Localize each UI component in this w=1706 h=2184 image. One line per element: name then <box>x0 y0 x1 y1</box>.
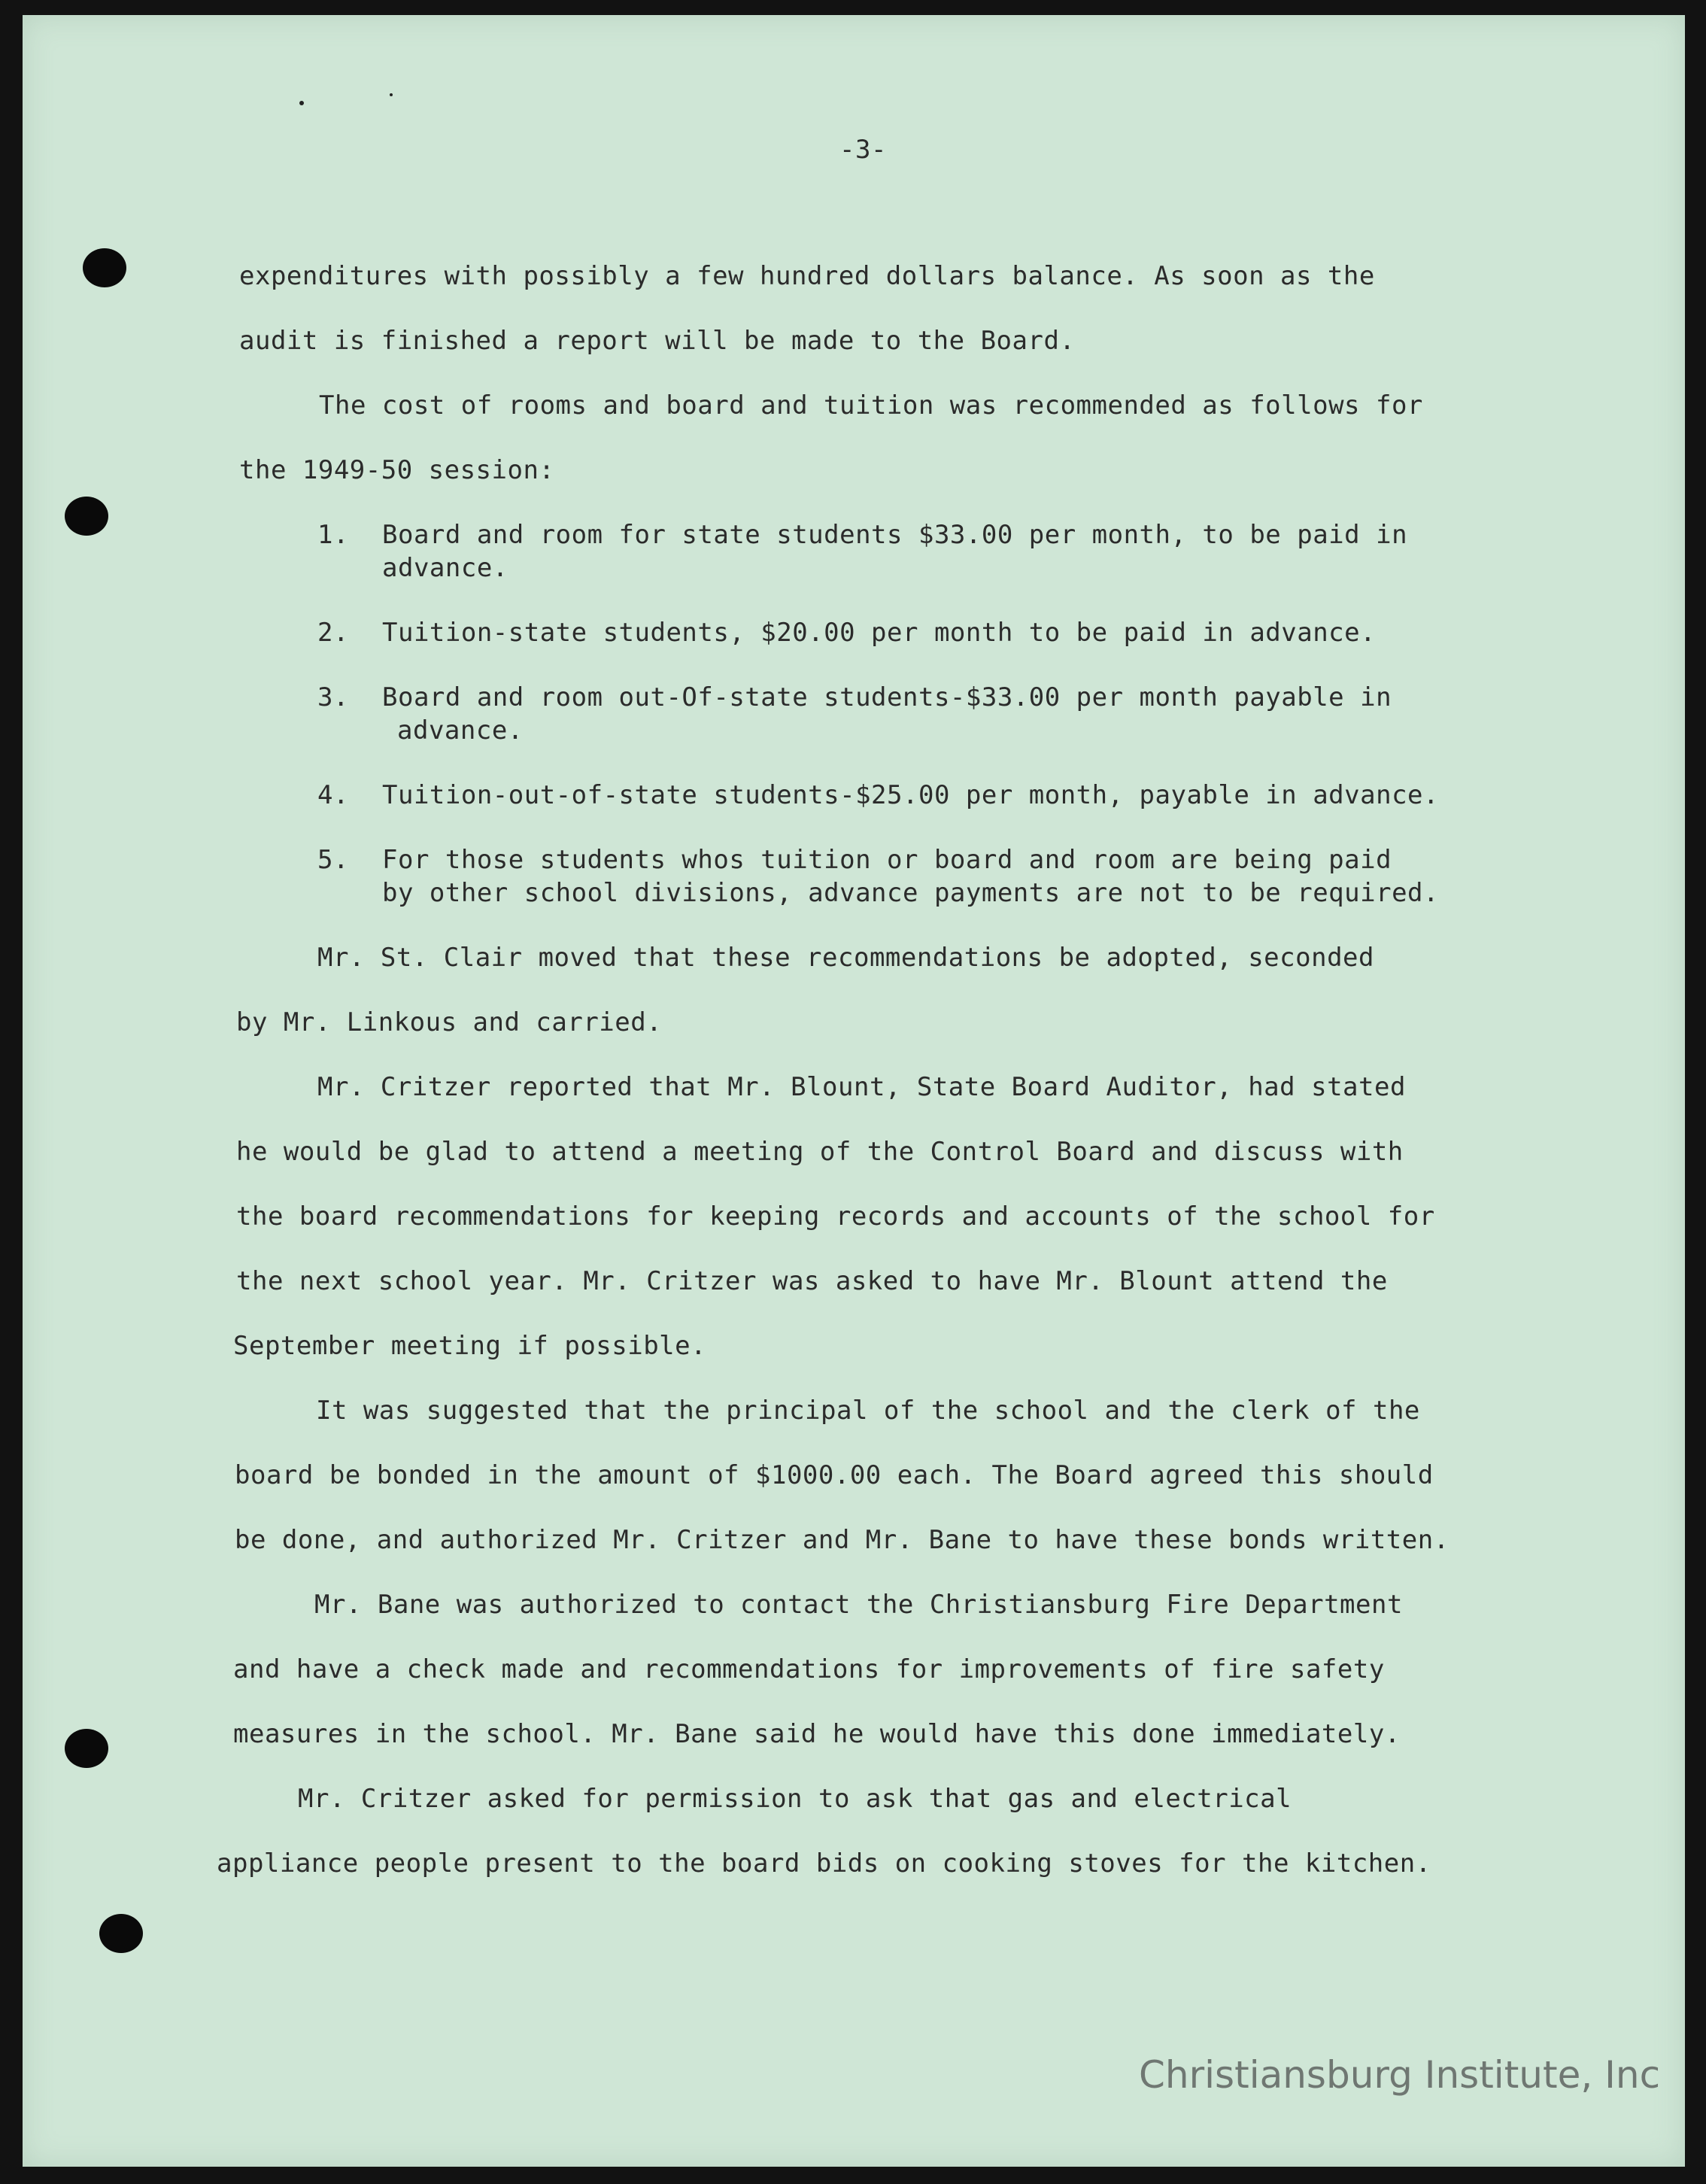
text-line: he would be glad to attend a meeting of the Control Board and discuss with <box>236 1137 1404 1167</box>
text-line: board be bonded in the amount of $1000.00 each. The Board agreed this should <box>235 1460 1434 1490</box>
text-line: Mr. Critzer asked for permission to ask that gas and electrical <box>298 1784 1292 1814</box>
document-page <box>23 15 1685 2167</box>
text-line: Mr. St. Clair moved that these recommendations be adopted, seconded <box>317 943 1374 973</box>
text-line: by Mr. Linkous and carried. <box>236 1007 663 1037</box>
watermark: Christiansburg Institute, Inc <box>1139 2053 1661 2097</box>
list-number: 2. <box>317 618 349 648</box>
text-line: It was suggested that the principal of the school and the clerk of the <box>316 1396 1420 1426</box>
text-line: The cost of rooms and board and tuition was recommended as follows for <box>319 390 1423 421</box>
text-line: and have a check made and recommendations for improvements of fire safety <box>233 1654 1385 1684</box>
text-line: the 1949-50 session: <box>239 455 555 485</box>
punch-hole-1 <box>83 248 126 287</box>
punch-hole-2 <box>65 497 108 536</box>
list-number: 1. <box>317 520 349 550</box>
list-item-line: Board and room for state students $33.00 per month, to be paid in <box>382 520 1408 550</box>
text-line: be done, and authorized Mr. Critzer and Mr. Bane to have these bonds written. <box>235 1525 1449 1555</box>
list-number: 5. <box>317 845 349 875</box>
text-line: Mr. Critzer reported that Mr. Blount, State Board Auditor, had stated <box>317 1072 1406 1102</box>
list-number: 4. <box>317 780 349 810</box>
punch-hole-3 <box>65 1729 108 1768</box>
list-item-line: Board and room out-Of-state students-$33.00 per month payable in <box>382 682 1392 712</box>
text-line: the board recommendations for keeping records and accounts of the school for <box>236 1201 1435 1232</box>
text-line: September meeting if possible. <box>233 1331 707 1361</box>
list-item-line: Tuition-state students, $20.00 per month to be paid in advance. <box>382 618 1377 648</box>
list-item-line: Tuition-out-of-state students-$25.00 per month, payable in advance. <box>382 780 1439 810</box>
list-item-line: advance. <box>382 553 508 583</box>
list-number: 3. <box>317 682 349 712</box>
text-line: audit is finished a report will be made to the Board. <box>239 326 1076 356</box>
text-line: appliance people present to the board bids on cooking stoves for the kitchen. <box>217 1848 1431 1879</box>
text-line: expenditures with possibly a few hundred dollars balance. As soon as the <box>239 261 1375 291</box>
list-item-line: advance. <box>397 715 524 746</box>
speck-mark <box>390 93 393 96</box>
list-item-line: For those students whos tuition or board and room are being paid <box>382 845 1392 875</box>
punch-hole-4 <box>99 1914 143 1953</box>
text-line: measures in the school. Mr. Bane said he would have this done immediately. <box>233 1719 1401 1749</box>
page-number: -3- <box>839 135 887 165</box>
text-line: Mr. Bane was authorized to contact the Christiansburg Fire Department <box>314 1590 1403 1620</box>
text-line: the next school year. Mr. Critzer was asked to have Mr. Blount attend the <box>236 1266 1388 1296</box>
speck-mark <box>299 101 304 105</box>
list-item-line: by other school divisions, advance payments are not to be required. <box>382 878 1439 908</box>
